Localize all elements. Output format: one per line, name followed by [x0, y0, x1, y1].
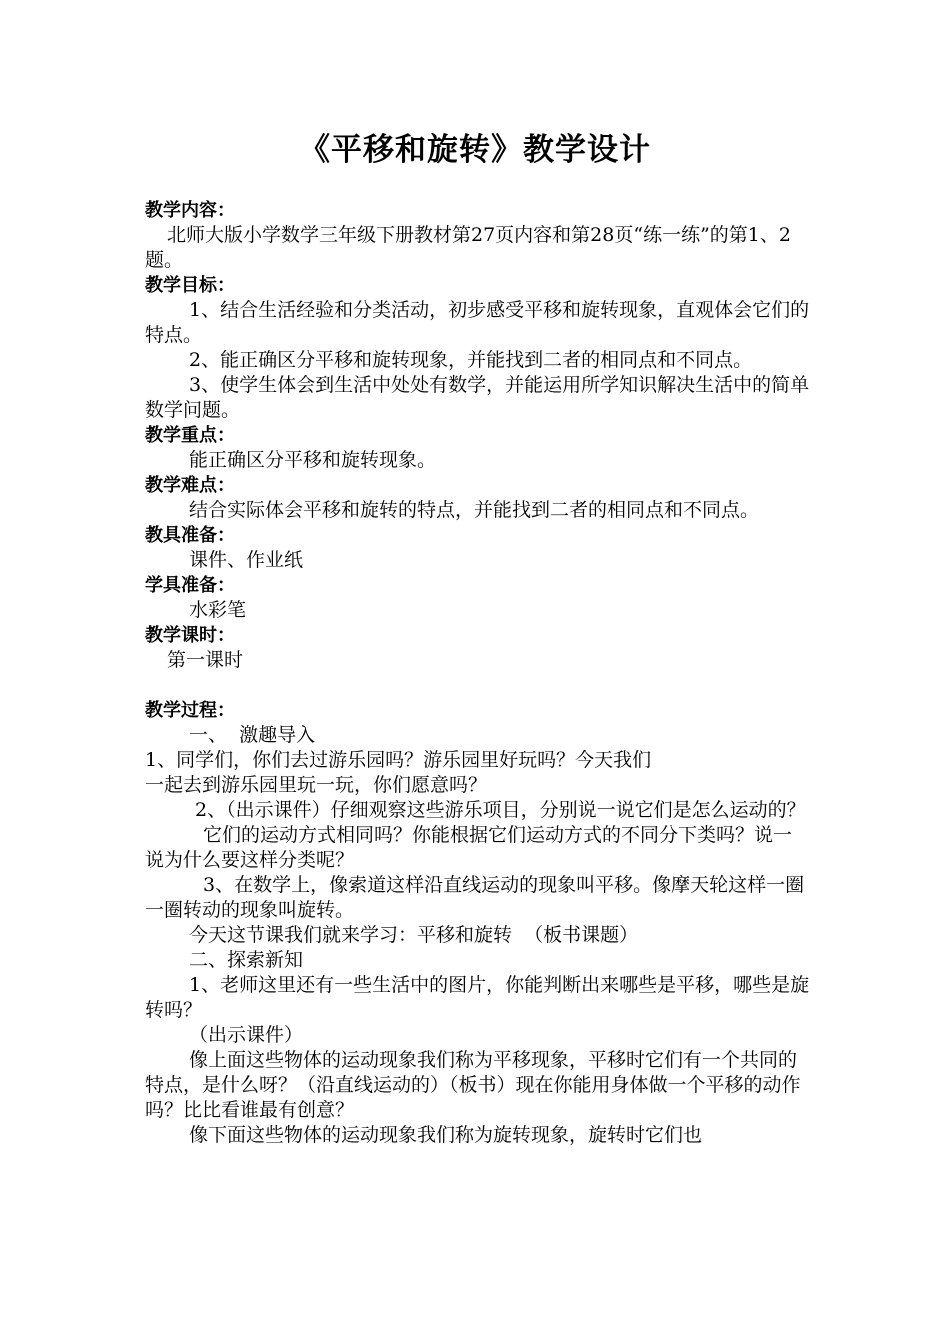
section-1-paragraph-3: 它们的运动方式相同吗？你能根据它们运动方式的不同分下类吗？说一说为什么要这样分类呢？ — [145, 824, 793, 871]
difficulty-text: 结合实际体会平移和旋转的特点，并能找到二者的相同点和不同点。 — [189, 499, 760, 521]
key-point-heading: 教学重点： — [145, 425, 235, 446]
key-point-text: 能正确区分平移和旋转现象。 — [189, 449, 437, 471]
section-1-paragraph-1-line-1: 1、同学们，你们去过游乐园吗？游乐园里好玩吗？今天我们 — [145, 749, 652, 771]
content-text: 北师大版小学数学三年级下册教材第27页内容和第28页“练一练”的第1、2题。 — [145, 224, 791, 271]
goal-3: 3、使学生体会到生活中处处有数学，并能运用所学知识解决生活中的简单数学问题。 — [145, 374, 810, 421]
goals-heading: 教学目标： — [145, 275, 235, 296]
period-text: 第一课时 — [167, 649, 244, 671]
section-2-paragraph-2: （出示课件） — [189, 1024, 304, 1046]
section-1-paragraph-4: 3、在数学上，像索道这样沿直线运动的现象叫平移。像摩天轮这样一圈一圈转动的现象叫旋转。 — [145, 874, 805, 921]
goal-1: 1、结合生活经验和分类活动，初步感受平移和旋转现象，直观体会它们的特点。 — [145, 299, 810, 346]
section-1-paragraph-2: 2、（出示课件）仔细观察这些游乐项目，分别说一说它们是怎么运动的？ — [195, 799, 806, 821]
document-body — [145, 198, 810, 1148]
blank-line — [145, 673, 810, 698]
section-1-paragraph-1-line-2: 一起去到游乐园里玩一玩，你们愿意吗？ — [145, 774, 488, 796]
process-heading: 教学过程： — [145, 700, 235, 721]
section-1-paragraph-5: 今天这节课我们就来学习：平移和旋转 （板书课题） — [189, 924, 639, 946]
document-title: 《平移和旋转》教学设计 — [299, 132, 651, 168]
teacher-tools-heading: 教具准备： — [145, 525, 235, 546]
content-heading: 教学内容： — [145, 200, 235, 221]
student-tools-text: 水彩笔 — [189, 599, 247, 621]
student-tools-heading: 学具准备： — [145, 575, 235, 596]
difficulty-heading: 教学难点： — [145, 475, 235, 496]
section-2-paragraph-4: 像下面这些物体的运动现象我们称为旋转现象，旋转时它们也 — [189, 1124, 703, 1146]
section-2-heading: 二、探索新知 — [189, 949, 304, 971]
section-2-paragraph-3: 像上面这些物体的运动现象我们称为平移现象，平移时它们有一个共同的特点，是什么呀？（沿直线运动的）（板书）现在你能用身体做一个平移的动作吗？比比看谁最有创意？ — [145, 1049, 801, 1121]
goal-2: 2、能正确区分平移和旋转现象，并能找到二者的相同点和不同点。 — [189, 349, 753, 371]
section-2-paragraph-1: 1、老师这里还有一些生活中的图片，你能判断出来哪些是平移，哪些是旋转吗？ — [145, 974, 810, 1021]
section-1-heading: 一、 激趣导入 — [189, 724, 316, 746]
teacher-tools-text: 课件、作业纸 — [189, 549, 304, 571]
period-heading: 教学课时： — [145, 625, 235, 646]
